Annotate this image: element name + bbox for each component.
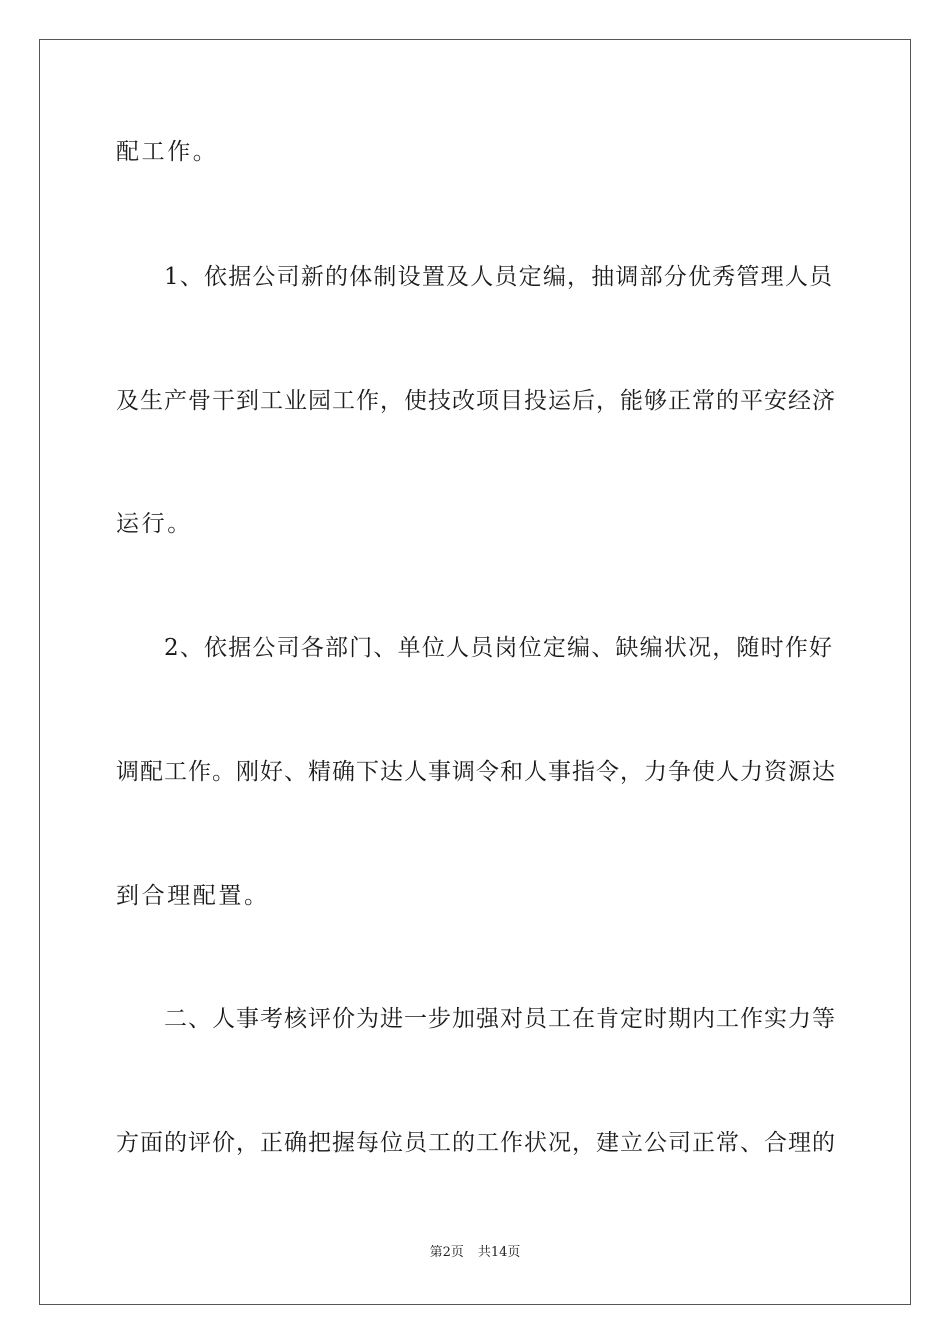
text-line-2: 1、依据公司新的体制设置及人员定编，抽调部分优秀管理人员	[164, 264, 834, 290]
total-pages: 共14页	[477, 1245, 521, 1260]
text-line-6: 调配工作。刚好、精确下达人事调令和人事指令，力争使人力资源达	[116, 759, 836, 785]
page-border	[39, 39, 911, 1305]
text-line-1: 配工作。	[116, 139, 219, 165]
text-line-4: 运行。	[116, 511, 193, 537]
text-line-5: 2、依据公司各部门、单位人员岗位定编、缺编状况，随时作好	[164, 635, 834, 661]
page-footer	[0, 1245, 950, 1261]
text-line-7: 到合理配置。	[116, 883, 270, 909]
page-number: 第2页	[429, 1245, 464, 1260]
text-line-3: 及生产骨干到工业园工作，使技改项目投运后，能够正常的平安经济	[116, 388, 836, 414]
text-line-8: 二、人事考核评价为进一步加强对员工在肯定时期内工作实力等	[164, 1006, 836, 1032]
text-line-9: 方面的评价，正确把握每位员工的工作状况，建立公司正常、合理的	[116, 1130, 836, 1156]
